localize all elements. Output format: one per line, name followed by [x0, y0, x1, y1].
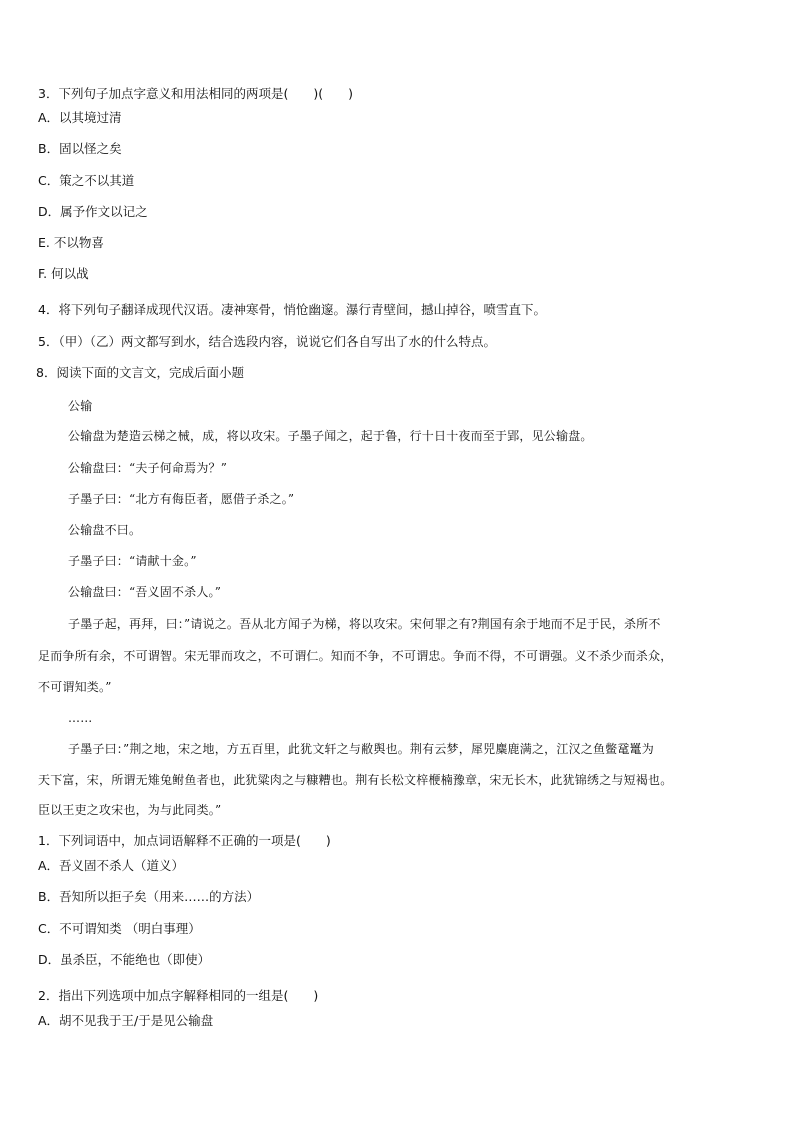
subquestion-1-option-a: A．吾义固不杀人（道义） — [38, 858, 185, 873]
passage-line: 臣以王吏之攻宋也，为与此同类。” — [38, 803, 222, 817]
question-3-option-b: B．固以怪之矣 — [38, 141, 122, 156]
passage-line: 足而争所有余，不可谓智。宋无罪而攻之，不可谓仁。知而不争，不可谓忠。争而不得，不可谓强。义不杀少而杀众， — [38, 649, 673, 663]
passage-line: 公输盘不曰。 — [68, 523, 142, 537]
passage-line: 子墨子起，再拜，曰：”请说之。吾从北方闻子为梯，将以攻宋。宋何罪之有?荆国有余于地而不足于民，杀所不 — [68, 617, 661, 631]
passage-line: 天下富，宋，所谓无雉兔鲋鱼者也，此犹粱肉之与糠糟也。荆有长松文梓楩楠豫章，宋无长木，此犹锦绣之与短褐也。 — [38, 773, 673, 787]
question-3-option-f: F. 何以战 — [38, 266, 89, 281]
subquestion-1-option-b: B．吾知所以拒子矣（用来……的方法） — [38, 889, 260, 904]
question-3-option-c: C．策之不以其道 — [38, 173, 135, 188]
subquestion-2-stem: 2．指出下列选项中加点字解释相同的一组是( ) — [38, 988, 319, 1003]
passage-title: 公输 — [68, 399, 93, 413]
subquestion-1-stem: 1．下列词语中，加点词语解释不正确的一项是( ) — [38, 833, 331, 848]
passage-line: 子墨子曰：“请献十金。” — [68, 554, 197, 568]
subquestion-2-option-a: A．胡不见我于王/于是见公输盘 — [38, 1013, 214, 1028]
question-3-stem: 3．下列句子加点字意义和用法相同的两项是( )( ) — [38, 86, 353, 101]
question-3-option-a: A．以其境过清 — [38, 110, 122, 125]
passage-line: 公输盘曰：“吾义固不杀人。” — [68, 585, 222, 599]
passage-line: 子墨子曰：”荆之地，宋之地，方五百里，此犹文轩之与敝舆也。荆有云梦，犀兕麋鹿满之，江汉之鱼鳖鼋鼍为 — [68, 742, 654, 756]
passage-line: 不可谓知类。” — [38, 680, 112, 694]
passage-line: 公输盘曰：“夫子何命焉为？” — [68, 461, 228, 475]
subquestion-1-option-d: D．虽杀臣，不能绝也（即使） — [38, 952, 211, 967]
question-5: 5．（甲）（乙）两文都写到水，结合选段内容，说说它们各自写出了水的什么特点。 — [38, 334, 496, 349]
subquestion-1-option-c: C．不可谓知类 （明白事理） — [38, 921, 201, 936]
question-3-option-e: E. 不以物喜 — [38, 235, 104, 250]
question-4: 4．将下列句子翻译成现代汉语。凄神寒骨，悄怆幽邃。瀑行青壁间，撼山掉谷，喷雪直下。 — [38, 302, 546, 317]
passage-line: 公输盘为楚造云梯之械，成，将以攻宋。子墨子闻之，起于鲁，行十日十夜而至于郢，见公输盘。 — [68, 429, 593, 443]
passage-line: 子墨子曰：“北方有侮臣者，愿借子杀之。” — [68, 492, 295, 506]
passage-ellipsis: …… — [68, 711, 93, 725]
question-3-option-d: D．属予作文以记之 — [38, 204, 148, 219]
section-8-heading: 8．阅读下面的文言文，完成后面小题 — [36, 365, 244, 380]
